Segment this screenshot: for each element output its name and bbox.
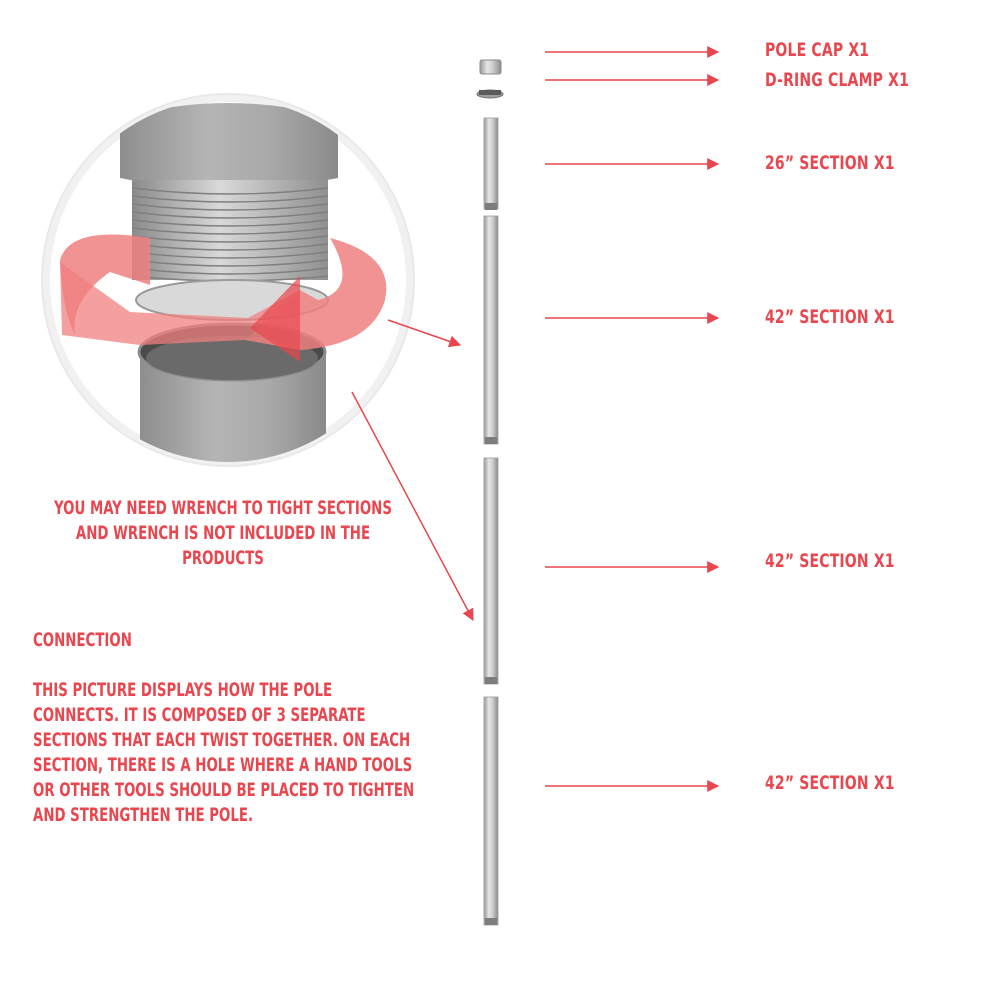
top-pipe bbox=[120, 103, 338, 189]
pole-section-26 bbox=[484, 118, 498, 210]
label-d-ring-clamp: D-RING CLAMP X1 bbox=[765, 69, 910, 91]
connection-body: THIS PICTURE DISPLAYS HOW THE POLE CONNECTS. IT IS COMPOSED OF 3 SEPARATE SECTIONS THAT EACH TWIST TOGETHER. ON EACH SECTION, THERE IS A HOLE WHERE A HAND TOOLS OR OTHER TOOLS SHOULD BE PLACED TO TIGHTEN AND STRENGTHEN THE POLE. bbox=[33, 679, 415, 826]
wrench-note bbox=[49, 496, 397, 571]
pole-section-42-a bbox=[484, 216, 498, 444]
pole-cap bbox=[480, 60, 501, 74]
pole-section-42-c bbox=[484, 697, 498, 925]
label-42-section-c: 42” SECTION X1 bbox=[765, 772, 895, 794]
label-arrows bbox=[545, 52, 718, 786]
d-ring-clamp bbox=[477, 90, 503, 98]
label-42-section-a: 42” SECTION X1 bbox=[765, 306, 895, 328]
connection-title: CONNECTION bbox=[33, 629, 132, 651]
wrench-note-line2: AND WRENCH IS NOT INCLUDED IN THE PRODUCTS bbox=[75, 522, 371, 569]
label-26-section: 26” SECTION X1 bbox=[765, 152, 895, 174]
wrench-note-line1: YOU MAY NEED WRENCH TO TIGHT SECTIONS bbox=[54, 497, 392, 519]
zoom-detail-circle bbox=[42, 94, 414, 468]
label-pole-cap: POLE CAP X1 bbox=[765, 39, 870, 61]
pole-section-42-b bbox=[484, 458, 498, 684]
label-42-section-b: 42” SECTION X1 bbox=[765, 550, 895, 572]
threaded-end bbox=[132, 180, 328, 280]
